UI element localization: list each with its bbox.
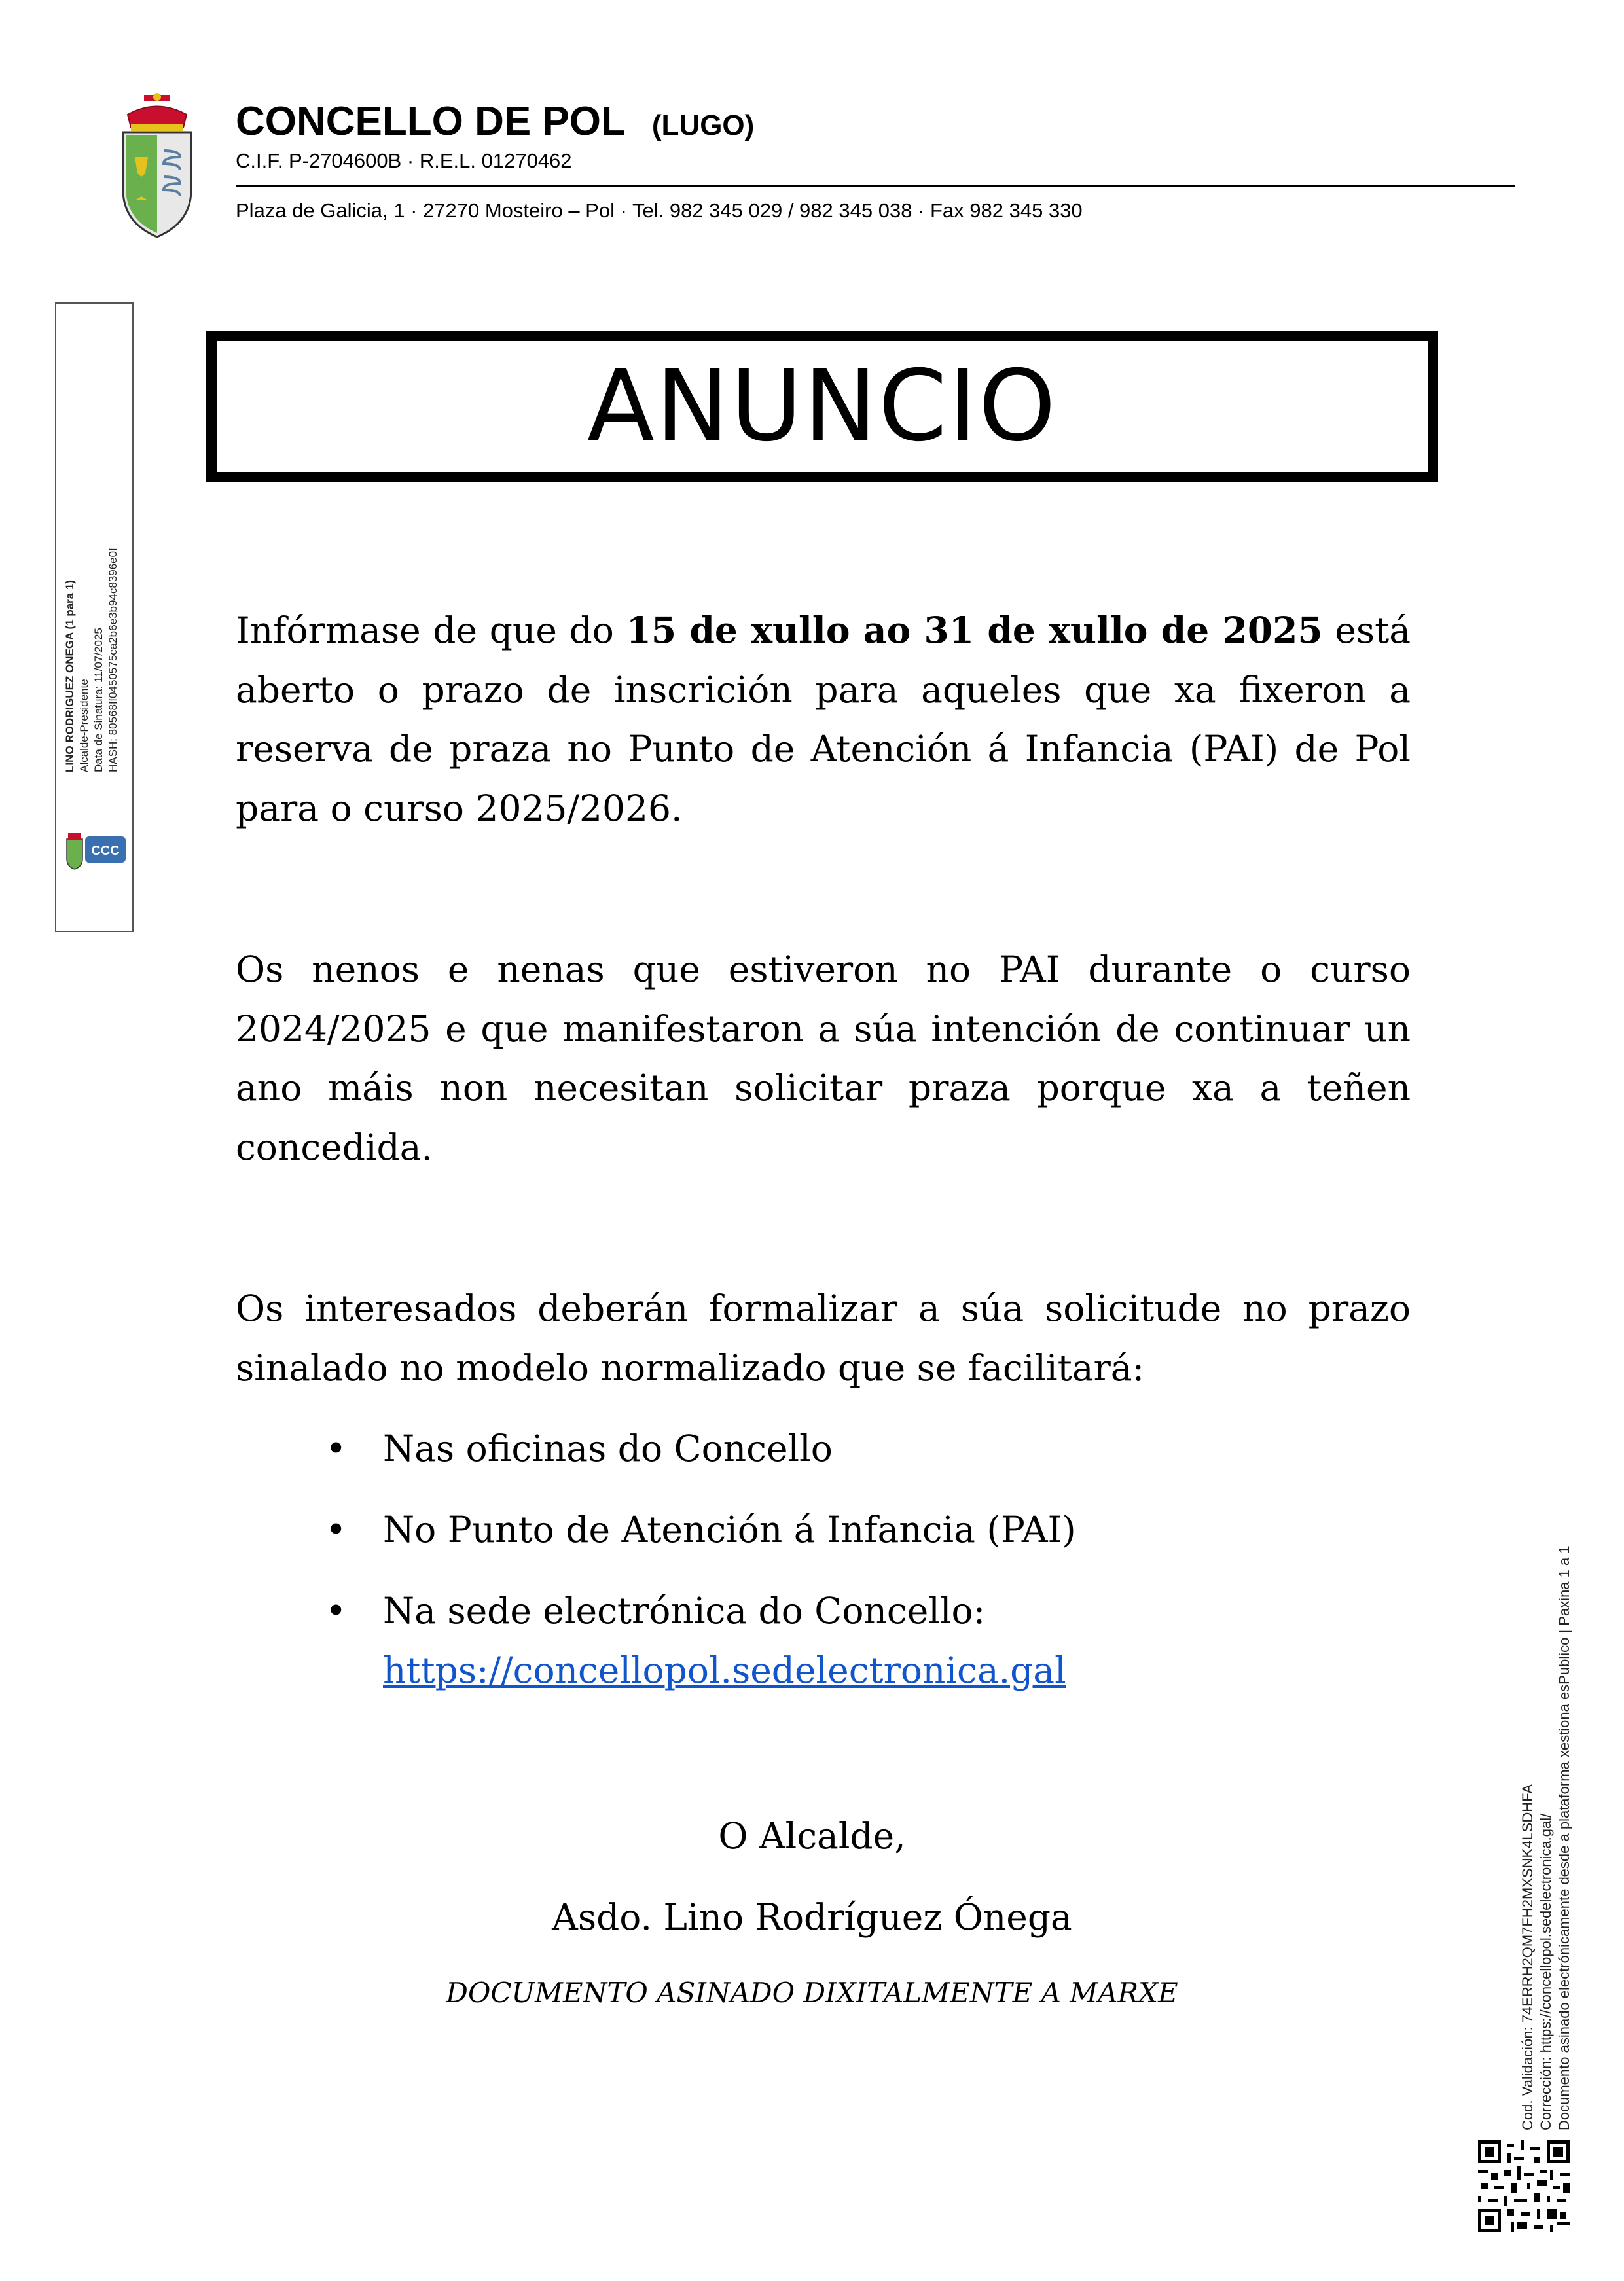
signature-signer: LINO RODRIGUEZ ONEGA (1 para 1)	[63, 579, 76, 772]
signature-hash: HASH: 80568ff0450575ca2b6e3b94c8396e0f	[107, 548, 119, 772]
bullet-icon: •	[325, 1590, 347, 1632]
list-item-text: No Punto de Atención á Infancia (PAI)	[383, 1509, 1076, 1551]
sede-electronica-link[interactable]: https://concellopol.sedelectronica.gal	[383, 1649, 1066, 1691]
validation-stamp-text	[1519, 1545, 1574, 2130]
validation-url: Corrección: https://concellopol.sedelectronica.gal/	[1538, 1813, 1554, 2130]
organization-address: Plaza de Galicia, 1 · 27270 Mosteiro – Pol · Tel. 982 345 029 / 982 345 038 · Fax 982 345 330	[236, 199, 1083, 222]
signature-date: Data de Sinatura: 11/07/2025	[92, 628, 105, 772]
document-title: ANUNCIO	[587, 350, 1057, 463]
list-item	[325, 1419, 1365, 1479]
organization-ids: C.I.F. P-2704600B · R.E.L. 01270462	[236, 149, 572, 172]
header-divider	[236, 185, 1515, 187]
org-name-text: CONCELLO DE POL	[236, 99, 626, 144]
paragraph-enrollment-period	[236, 601, 1411, 838]
list-item	[325, 1500, 1365, 1560]
validation-platform: Documento asinado electrónicamente desde a plataforma xestiona esPublico | Paxina 1 a 1	[1556, 1545, 1572, 2130]
organization-name	[236, 98, 754, 145]
list-item	[325, 1581, 1365, 1700]
p1-dates: 15 de xullo ao 31 de xullo de 2025	[626, 609, 1323, 651]
validation-code: Cod. Validación: 74ERRH2QM7FH2MXSNK4LSDHFA	[1519, 1784, 1536, 2130]
closing-salutation: O Alcalde,	[718, 1815, 906, 1857]
org-region: (LUGO)	[651, 109, 755, 141]
coat-of-arms-icon	[118, 92, 196, 242]
closing-signer: Asdo. Lino Rodríguez Ónega	[552, 1896, 1072, 1938]
list-item-text: Nas oficinas do Concello	[383, 1428, 833, 1469]
bullet-icon: •	[325, 1428, 347, 1469]
signature-logo-text: CCC	[91, 844, 120, 858]
signature-role: Alcalde-Presidente	[78, 679, 90, 772]
p1-pre: Infórmase de que do	[236, 609, 626, 651]
bullet-icon: •	[325, 1509, 347, 1551]
digitally-signed-note: DOCUMENTO ASINADO DIXITALMENTE A MARXE	[446, 1977, 1178, 2009]
signature-stamp-text	[63, 548, 120, 772]
signature-logo-icon	[64, 826, 127, 872]
paragraph-returning-children: Os nenos e nenas que estiveron no PAI durante o curso 2024/2025 e que manifestaron a súa intención de continuar un ano máis non necesitan solicitar praza porque xa a teñen concedida.	[236, 948, 1411, 1168]
qr-code-icon	[1478, 2140, 1570, 2232]
list-item-text: Na sede electrónica do Concello:	[383, 1590, 986, 1632]
paragraph-application: Os interesados deberán formalizar a súa solicitude no prazo sinalado no modelo normalizado que se facilitará:	[236, 1287, 1411, 1389]
p1-post: está aberto o prazo de inscrición para aqueles que xa fixeron a reserva de praza no Punto de Atención á Infancia (PAI) de Pol para o curso 2025/2026.	[236, 609, 1411, 829]
